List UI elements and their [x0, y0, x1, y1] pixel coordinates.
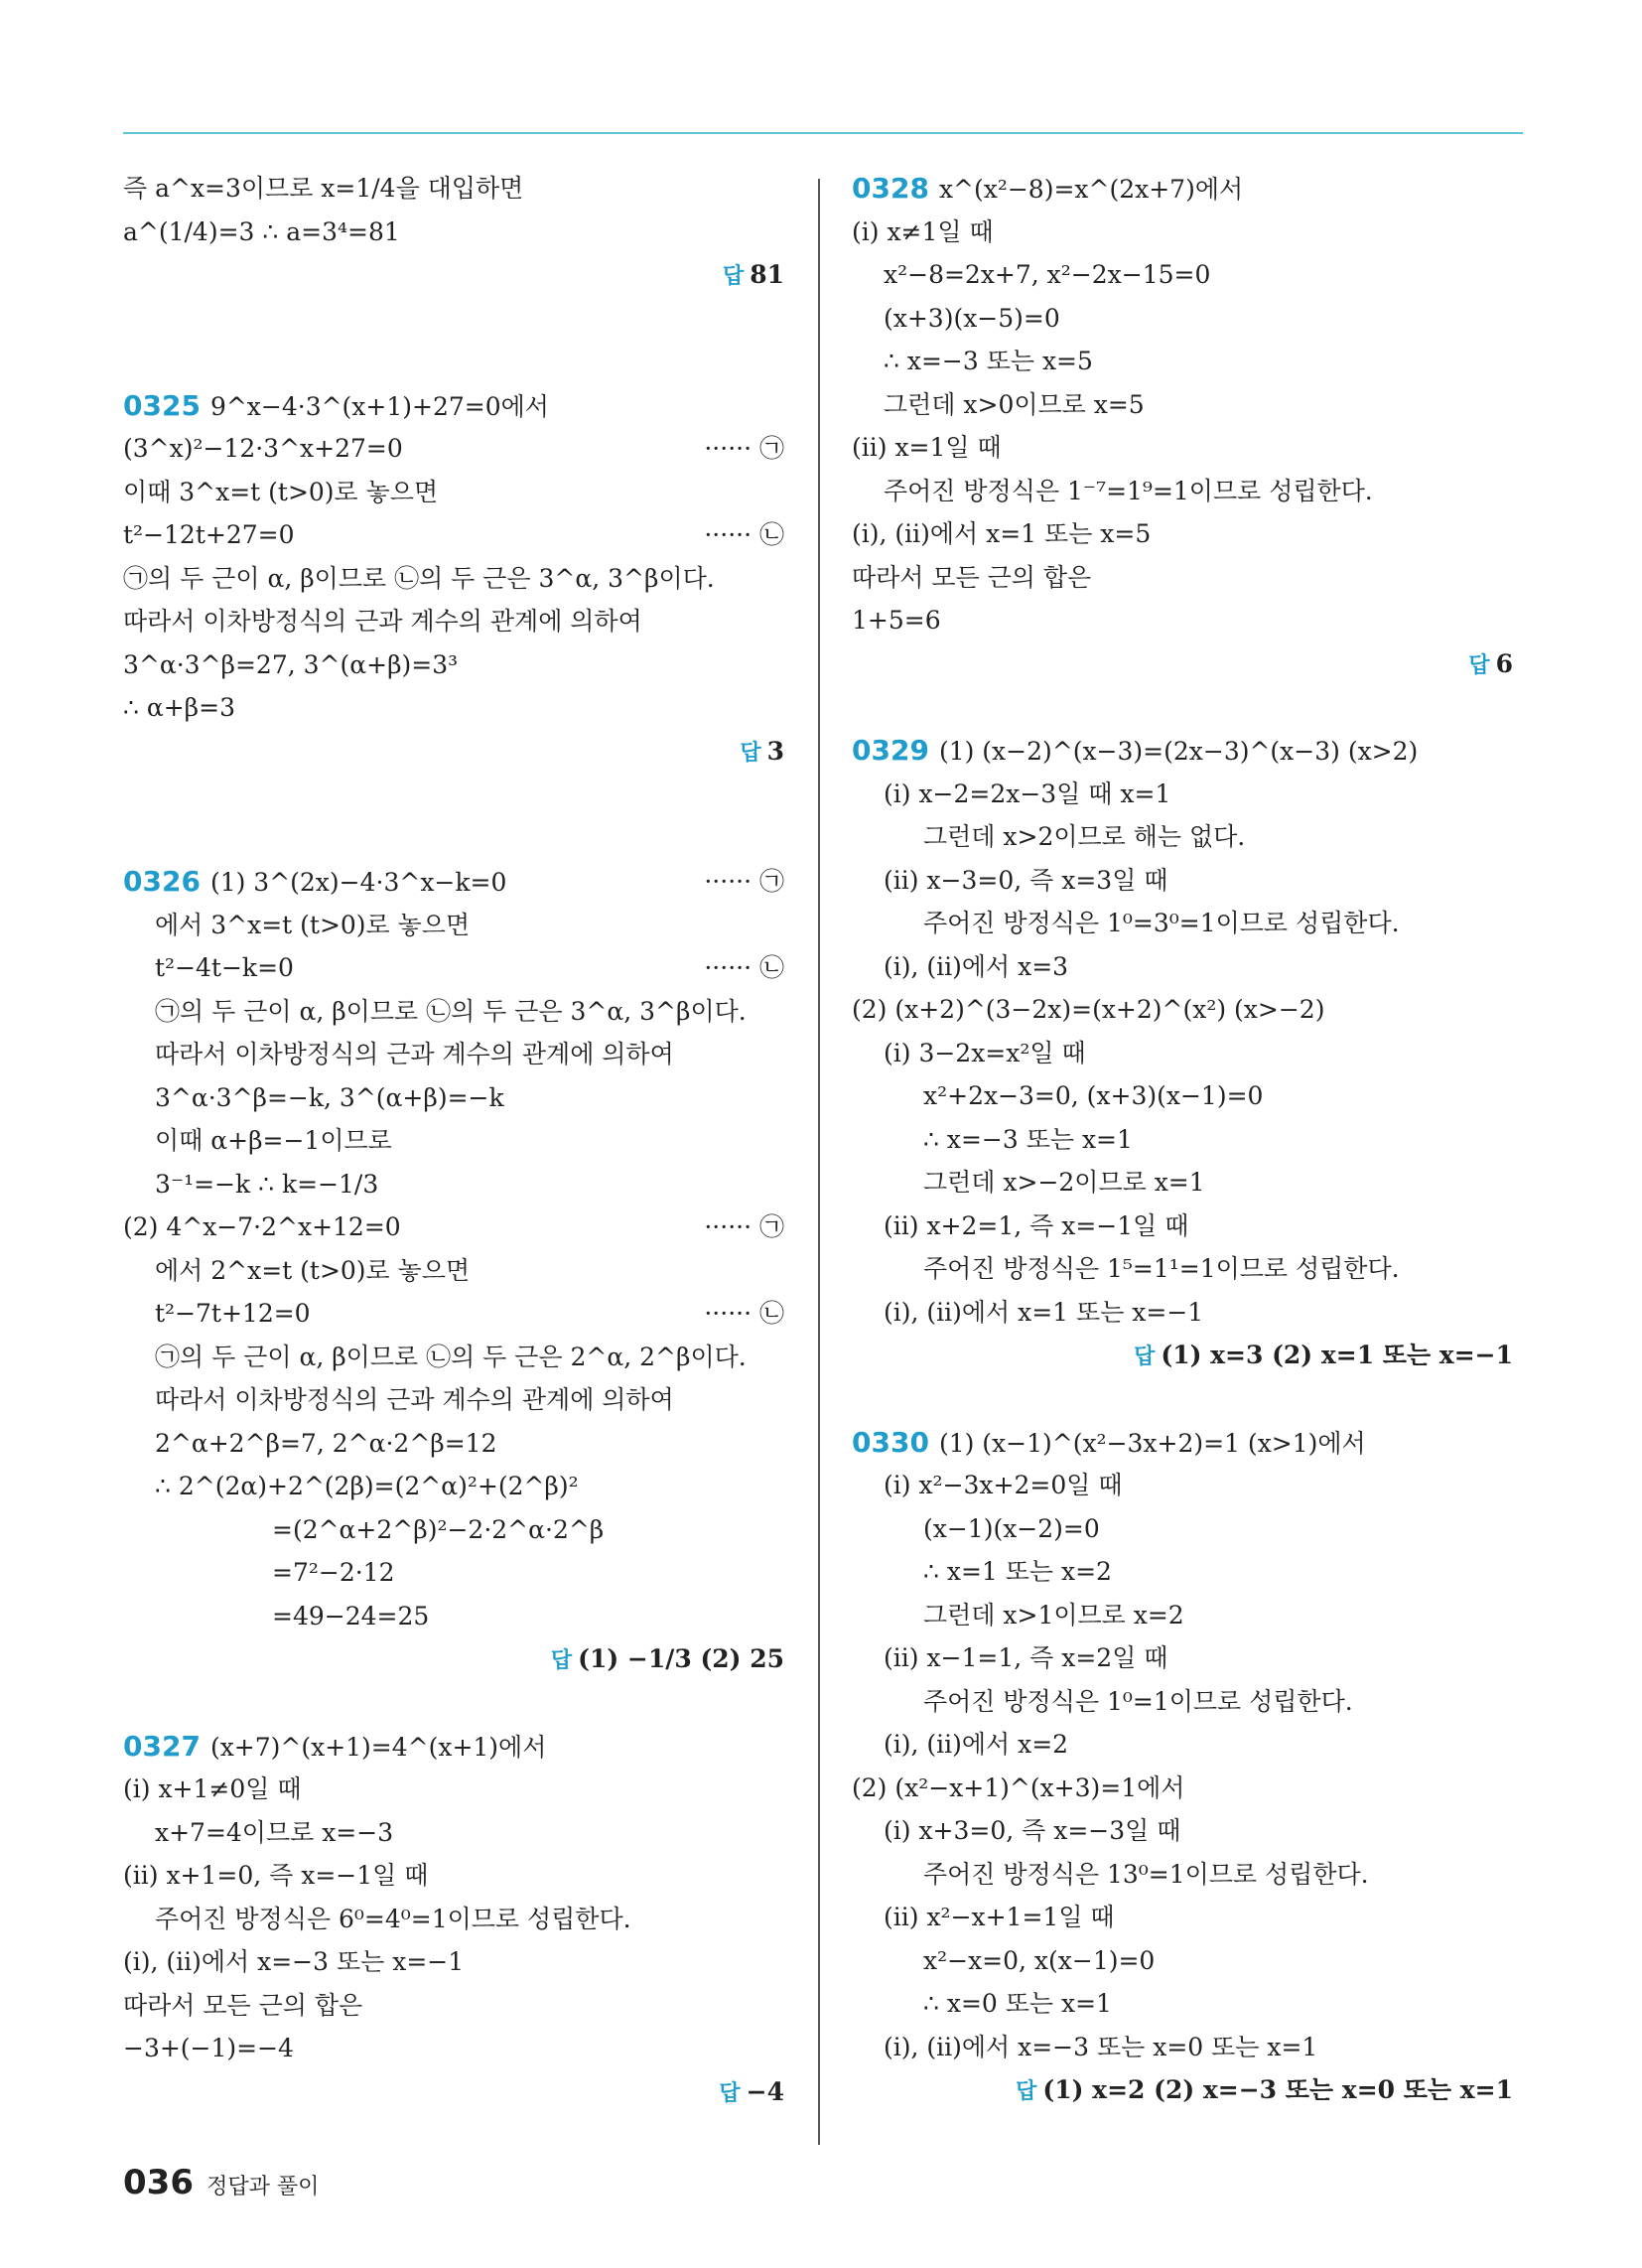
line-text: (i), (ii)에서 x=1 또는 x=−1 [884, 1297, 1204, 1327]
answer-value: 81 [750, 260, 784, 289]
spacer [123, 297, 784, 384]
solution-line [123, 1378, 784, 1422]
solution-line [852, 512, 1513, 556]
line-text: 그런데 x>1이므로 x=2 [923, 1600, 1184, 1630]
line-text: (ii) x+2=1, 즉 x=−1일 때 [884, 1210, 1189, 1240]
answer-line [123, 1637, 784, 1681]
answer-label: 답 [550, 1648, 573, 1673]
line-text: 9^x−4·3^(x+1)+27=0에서 [209, 391, 549, 421]
line-text: 에서 3^x=t (t>0)로 놓으면 [155, 910, 471, 939]
answer-value: (1) x=2 (2) x=−3 또는 x=0 또는 x=1 [1042, 2075, 1513, 2104]
line-text: t²−4t−k=0 [155, 953, 294, 982]
solution-line [852, 815, 1513, 859]
solution-line [123, 904, 784, 947]
line-text: 따라서 모든 근의 합은 [852, 562, 1092, 592]
line-text: 주어진 방정식은 1⁵=1¹=1이므로 성립한다. [923, 1254, 1400, 1283]
solution-line [123, 1336, 784, 1379]
equation-marker: ······ ㉡ [704, 1299, 784, 1328]
equation-marker: ······ ㉠ [704, 867, 784, 896]
solution-line [852, 1636, 1513, 1680]
solution-line [123, 643, 784, 687]
solution-line [852, 1723, 1513, 1767]
line-text: (2) 4^x−7·2^x+12=0 [123, 1212, 401, 1241]
problem-number: 0325 [123, 388, 201, 422]
answer-value: (1) −1/3 (2) 25 [578, 1644, 784, 1673]
line-text: ㉠의 두 근이 α, β이므로 ㉡의 두 근은 3^α, 3^β이다. [155, 996, 747, 1026]
solution-line [123, 1898, 784, 1941]
solution-line [123, 513, 784, 557]
answer-label: 답 [1134, 1345, 1156, 1369]
solution-line [123, 1249, 784, 1293]
line-text: (ii) x+1=0, 즉 x=−1일 때 [123, 1861, 429, 1890]
answer-line [852, 642, 1513, 686]
page-footer [123, 2163, 319, 2202]
solution-line [123, 1854, 784, 1898]
solution-line [852, 1074, 1513, 1118]
answer-value: −4 [746, 2076, 784, 2106]
solution-line [852, 1291, 1513, 1335]
solution-line [852, 297, 1513, 341]
line-text: (ii) x²−x+1=1일 때 [884, 1903, 1115, 1931]
solution-line [852, 383, 1513, 427]
line-text: (i) x²−3x+2=0일 때 [884, 1471, 1123, 1499]
solution-line [123, 1119, 784, 1163]
solution-line [123, 1811, 784, 1855]
solution-line [123, 1984, 784, 2028]
solution-line [852, 1853, 1513, 1897]
line-text: t²−12t+27=0 [123, 520, 295, 549]
solution-line [123, 1292, 784, 1336]
solution-line [123, 686, 784, 730]
equation-marker: ······ ㉠ [704, 434, 784, 463]
spacer [852, 1377, 1513, 1421]
line-text: (1) (x−2)^(x−3)=(2x−3)^(x−3) (x>2) [938, 737, 1419, 766]
line-text: 주어진 방정식은 1⁰=1이므로 성립한다. [923, 1686, 1353, 1716]
line-text: ∴ x=1 또는 x=2 [923, 1557, 1112, 1586]
solution-line [852, 1161, 1513, 1205]
line-text: 주어진 방정식은 1⁰=3⁰=1이므로 성립한다. [923, 909, 1400, 937]
solution-line [123, 1205, 784, 1249]
solution-line [852, 1594, 1513, 1637]
solution-line [123, 1422, 784, 1466]
line-text: ∴ 2^(2α)+2^(2β)=(2^α)²+(2^β)² [155, 1472, 579, 1500]
right-column [852, 167, 1513, 2112]
solution-line [123, 1595, 784, 1638]
solution-line [852, 1464, 1513, 1507]
solution-line [852, 1118, 1513, 1162]
line-text: 따라서 이차방정식의 근과 계수의 관계에 의하여 [155, 1385, 674, 1414]
solution-line [852, 1982, 1513, 2026]
solution-line [123, 1940, 784, 1984]
solution-line [123, 1508, 784, 1552]
line-text: 따라서 이차방정식의 근과 계수의 관계에 의하여 [155, 1040, 674, 1068]
line-text: 즉 a^x=3이므로 x=1/4을 대입하면 [123, 174, 524, 203]
solution-line [852, 556, 1513, 600]
line-text: 1+5=6 [852, 606, 941, 635]
line-text: 3^α·3^β=27, 3^(α+β)=3³ [123, 649, 459, 679]
line-text: (2) (x+2)^(3−2x)=(x+2)^(x²) (x>−2) [852, 995, 1325, 1024]
problem-heading [852, 167, 1513, 211]
line-text: (1) (x−1)^(x²−3x+2)=1 (x>1)에서 [938, 1428, 1366, 1458]
solution-line [852, 2026, 1513, 2069]
line-text: 주어진 방정식은 1⁻⁷=1⁹=1이므로 성립한다. [884, 476, 1373, 505]
equation-marker: ······ ㉡ [704, 520, 784, 549]
equation-marker: ······ ㉠ [704, 1212, 784, 1241]
solution-line [852, 902, 1513, 945]
line-text: 그런데 x>0이므로 x=5 [884, 389, 1145, 419]
solution-line [852, 1809, 1513, 1853]
line-text: ∴ α+β=3 [123, 693, 235, 722]
line-text: (ii) x−1=1, 즉 x=2일 때 [884, 1643, 1168, 1672]
solution-line [852, 253, 1513, 297]
solution-line [852, 340, 1513, 383]
problem-number: 0327 [123, 1729, 201, 1763]
line-text: 따라서 이차방정식의 근과 계수의 관계에 의하여 [123, 607, 642, 636]
answer-value: 6 [1495, 648, 1513, 678]
line-text: 3^α·3^β=−k, 3^(α+β)=−k [155, 1082, 504, 1112]
solution-line [852, 945, 1513, 989]
answer-value: (1) x=3 (2) x=1 또는 x=−1 [1161, 1341, 1513, 1369]
line-text: (ii) x=1일 때 [852, 433, 1002, 462]
line-text: ∴ x=0 또는 x=1 [923, 1989, 1112, 2018]
line-text: 주어진 방정식은 13⁰=1이므로 성립한다. [923, 1859, 1369, 1889]
solution-line [123, 427, 784, 471]
problem-number: 0326 [123, 865, 201, 898]
solution-line [852, 211, 1513, 254]
line-text: (x+7)^(x+1)=4^(x+1)에서 [209, 1732, 547, 1762]
line-text: =(2^α+2^β)²−2·2^α·2^β [272, 1514, 605, 1544]
page-number: 036 [123, 2163, 194, 2202]
line-text: 그런데 x>2이므로 해는 없다. [923, 822, 1246, 851]
line-text: ∴ x=−3 또는 x=1 [923, 1124, 1133, 1154]
line-text: (i), (ii)에서 x=−3 또는 x=0 또는 x=1 [884, 2032, 1318, 2061]
line-text: (x+3)(x−5)=0 [884, 303, 1060, 333]
answer-value: 3 [766, 736, 784, 766]
line-text: (i) x−2=2x−3일 때 x=1 [884, 779, 1171, 808]
solution-line [852, 773, 1513, 816]
solution-line [123, 1076, 784, 1120]
solution-line [852, 426, 1513, 470]
solution-line [852, 1032, 1513, 1075]
solution-line [852, 1507, 1513, 1551]
line-text: 이때 α+β=−1이므로 [155, 1126, 392, 1155]
solution-line [852, 1550, 1513, 1594]
spacer [123, 773, 784, 860]
answer-label: 답 [1468, 652, 1490, 678]
line-text: =49−24=25 [272, 1601, 430, 1630]
line-text: x²+2x−3=0, (x+3)(x−1)=0 [923, 1081, 1264, 1110]
line-text: (x−1)(x−2)=0 [923, 1513, 1100, 1543]
solution-line [852, 1247, 1513, 1291]
line-text: (i), (ii)에서 x=1 또는 x=5 [852, 519, 1152, 548]
line-text: x^(x²−8)=x^(2x+7)에서 [938, 175, 1244, 204]
solution-line [852, 1767, 1513, 1810]
problem-heading [123, 384, 784, 428]
problem-number: 0329 [852, 734, 929, 767]
solution-line [852, 988, 1513, 1032]
spacer [852, 685, 1513, 729]
line-text: ㉠의 두 근이 α, β이므로 ㉡의 두 근은 3^α, 3^β이다. [123, 563, 715, 593]
solution-line [123, 167, 784, 211]
solution-line [123, 600, 784, 643]
answer-label: 답 [1016, 2079, 1037, 2104]
problem-number: 0330 [852, 1425, 929, 1459]
line-text: x²−8=2x+7, x²−2x−15=0 [884, 260, 1211, 289]
footer-label: 정답과 풀이 [206, 2175, 320, 2199]
solution-line [123, 1033, 784, 1076]
solution-line [123, 471, 784, 514]
line-text: x+7=4이므로 x=−3 [155, 1817, 394, 1847]
column-divider [818, 179, 820, 2145]
solution-line [852, 1939, 1513, 1983]
header-rule [123, 132, 1523, 134]
line-text: (i), (ii)에서 x=2 [884, 1730, 1069, 1759]
equation-marker: ······ ㉡ [704, 953, 784, 982]
answer-label: 답 [722, 264, 745, 289]
problem-heading [852, 1421, 1513, 1465]
solution-line [852, 859, 1513, 903]
line-text: (2) (x²−x+1)^(x+3)=1에서 [852, 1772, 1185, 1802]
line-text: 2^α+2^β=7, 2^α·2^β=12 [155, 1428, 497, 1458]
solution-line [123, 211, 784, 254]
line-text: 그런데 x>−2이므로 x=1 [923, 1168, 1205, 1197]
line-text: (ii) x−3=0, 즉 x=3일 때 [884, 865, 1168, 895]
line-text: (3^x)²−12·3^x+27=0 [123, 434, 403, 463]
line-text: (i), (ii)에서 x=3 [884, 951, 1069, 981]
answer-line [123, 2070, 784, 2114]
solution-line [123, 1465, 784, 1508]
solution-line [123, 1768, 784, 1811]
solution-line [852, 1896, 1513, 1939]
line-text: (i) x+3=0, 즉 x=−3일 때 [884, 1816, 1181, 1845]
solution-line [123, 990, 784, 1034]
solution-line [852, 599, 1513, 642]
line-text: (1) 3^(2x)−4·3^x−k=0 [209, 868, 507, 897]
line-text: (i) x+1≠0일 때 [123, 1774, 302, 1803]
answer-line [123, 730, 784, 774]
line-text: 에서 2^x=t (t>0)로 놓으면 [155, 1255, 471, 1285]
answer-line [123, 253, 784, 297]
line-text: t²−7t+12=0 [155, 1299, 311, 1328]
solution-line [123, 2027, 784, 2070]
problem-heading [123, 1725, 784, 1769]
line-text: ∴ x=−3 또는 x=5 [884, 347, 1093, 375]
line-text: 이때 3^x=t (t>0)로 놓으면 [123, 477, 439, 506]
line-text: (i) x≠1일 때 [852, 216, 994, 246]
line-text: (i) 3−2x=x²일 때 [884, 1038, 1086, 1067]
line-text: 3⁻¹=−k ∴ k=−1/3 [155, 1169, 379, 1199]
solution-line [123, 1163, 784, 1206]
answer-line [852, 1334, 1513, 1377]
line-text: 주어진 방정식은 6⁰=4⁰=1이므로 성립한다. [155, 1904, 631, 1933]
solution-line [123, 946, 784, 990]
line-text: (i), (ii)에서 x=−3 또는 x=−1 [123, 1947, 465, 1976]
solution-line [123, 1551, 784, 1595]
solution-line [852, 1680, 1513, 1724]
solution-line [123, 557, 784, 601]
answer-label: 답 [719, 2080, 741, 2106]
problem-heading [852, 729, 1513, 773]
spacer [123, 1681, 784, 1725]
line-text: x²−x=0, x(x−1)=0 [923, 1945, 1156, 1975]
line-text: ㉠의 두 근이 α, β이므로 ㉡의 두 근은 2^α, 2^β이다. [155, 1342, 747, 1371]
solution-line [852, 1205, 1513, 1248]
left-column [123, 167, 784, 2113]
answer-line [852, 2068, 1513, 2112]
line-text: 따라서 모든 근의 합은 [123, 1990, 363, 2020]
problem-number: 0328 [852, 172, 929, 205]
problem-heading [123, 860, 784, 904]
answer-label: 답 [740, 740, 761, 766]
solution-line [852, 470, 1513, 513]
line-text: a^(1/4)=3 ∴ a=3⁴=81 [123, 216, 400, 246]
line-text: =7²−2·12 [272, 1558, 395, 1587]
line-text: −3+(−1)=−4 [123, 2034, 294, 2062]
